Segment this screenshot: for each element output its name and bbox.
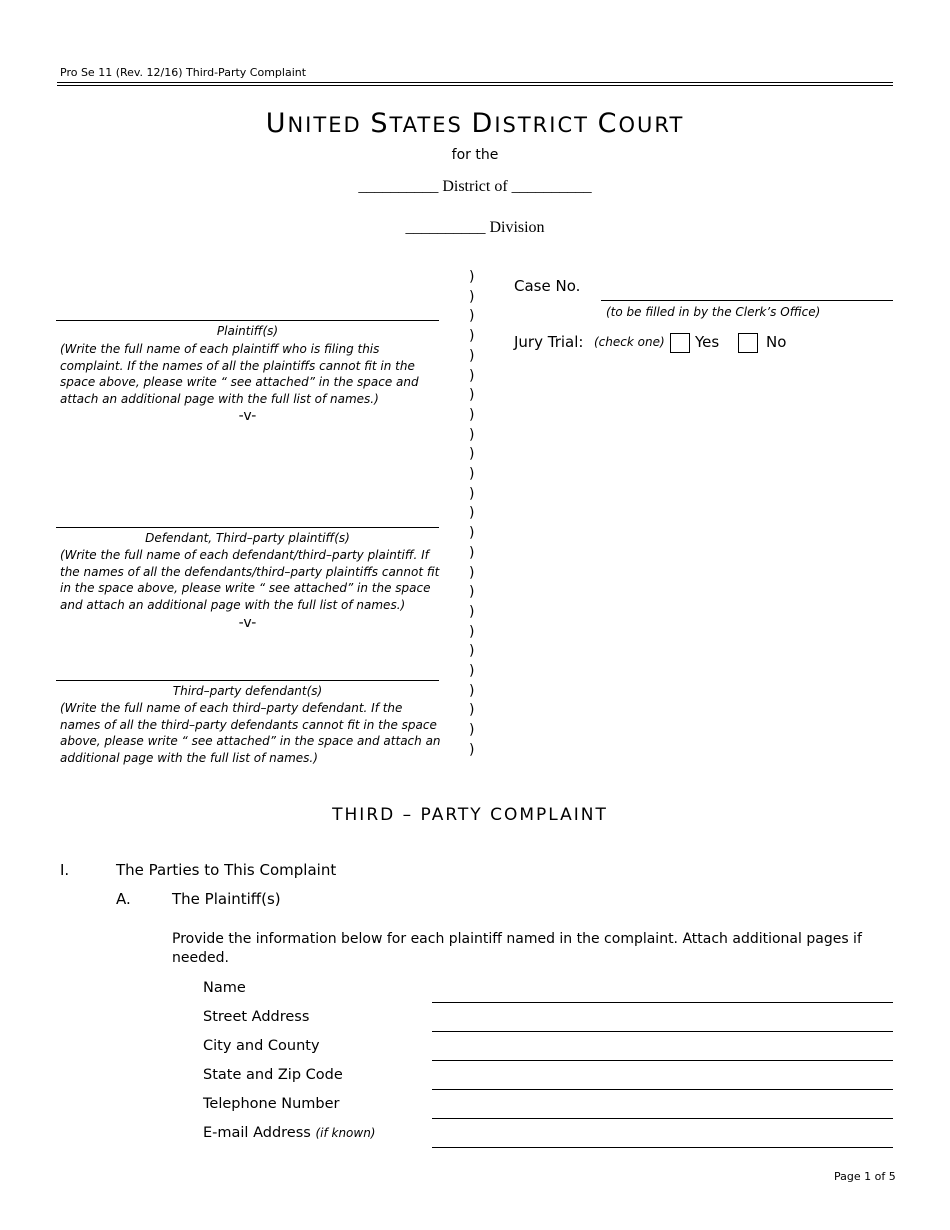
subsection-number: A. bbox=[116, 890, 131, 908]
court-title-letter: U bbox=[265, 108, 288, 139]
telephone-field[interactable] bbox=[432, 1118, 893, 1119]
header-rule-double bbox=[57, 85, 893, 86]
street-address-label: Street Address bbox=[203, 1009, 310, 1025]
plaintiff-label: Plaintiff(s) bbox=[216, 324, 279, 338]
third-party-instructions: (Write the full name of each third–party defendant. If the names of all the third–party defendants cannot fit in the space above, please write “ see attached” in the space and attach an additional page with the full list of names.) bbox=[60, 701, 441, 765]
name-field[interactable] bbox=[432, 1002, 893, 1003]
name-label: Name bbox=[203, 980, 246, 996]
court-title-smallcaps: OURT bbox=[618, 113, 685, 137]
defendant-label: Defendant, Third–party plaintiff(s) bbox=[145, 531, 350, 545]
jury-no-label: No bbox=[766, 333, 787, 351]
header-rule bbox=[57, 82, 893, 83]
versus-mark: -v- bbox=[238, 408, 257, 424]
form-identifier: Pro Se 11 (Rev. 12/16) Third-Party Complaint bbox=[60, 66, 307, 79]
state-zip-label: State and Zip Code bbox=[203, 1067, 343, 1083]
defendant-instructions: (Write the full name of each defendant/third–party plaintiff. If the names of all the defendants/third–party plaintiffs cannot fit in the space above, please write “ see attached” in the space and attach an additional page with the full list of names.) bbox=[60, 548, 440, 612]
case-no-label: Case No. bbox=[514, 277, 581, 295]
state-zip-field[interactable] bbox=[432, 1089, 893, 1090]
city-county-label: City and County bbox=[203, 1038, 320, 1054]
jury-yes-label: Yes bbox=[695, 333, 720, 351]
plaintiff-name-line[interactable] bbox=[56, 320, 439, 321]
clerk-note: (to be filled in by the Clerk’s Office) bbox=[606, 305, 821, 319]
section-number: I. bbox=[60, 861, 70, 879]
court-title-letter: D bbox=[471, 108, 495, 139]
telephone-label: Telephone Number bbox=[203, 1096, 340, 1112]
court-title-smallcaps: TATES bbox=[389, 113, 472, 137]
court-title-smallcaps: ISTRICT bbox=[494, 113, 598, 137]
third-party-label: Third–party defendant(s) bbox=[172, 684, 323, 698]
jury-trial-label: Jury Trial: bbox=[514, 333, 584, 351]
for-the-text: for the bbox=[451, 147, 499, 163]
subsection-title: The Plaintiff(s) bbox=[172, 890, 281, 908]
document-title: THIRD – PARTY COMPLAINT bbox=[332, 805, 608, 825]
versus-mark: -v- bbox=[238, 615, 257, 631]
if-known-note: (if known) bbox=[315, 1126, 376, 1140]
plaintiff-instructions: (Write the full name of each plaintiff who is filing this complaint. If the names of all the plaintiffs cannot fit in the space above, please write “ see attached” in the space and attach an additional page with the full list of names.) bbox=[60, 342, 419, 406]
court-title-letter: C bbox=[597, 108, 619, 139]
caption-parentheses: ) ) ) ) ) ) ) ) ) ) ) ) ) ) ) ) ) ) ) ) ) ) ) ) ) bbox=[469, 269, 475, 758]
jury-yes-checkbox[interactable] bbox=[670, 333, 690, 353]
check-one-note: (check one) bbox=[594, 335, 665, 349]
section-title: The Parties to This Complaint bbox=[116, 861, 337, 879]
case-no-field[interactable] bbox=[601, 300, 893, 301]
district-field[interactable]: __________ District of __________ bbox=[358, 178, 592, 195]
jury-no-checkbox[interactable] bbox=[738, 333, 758, 353]
division-field[interactable]: __________ Division bbox=[405, 219, 545, 236]
email-label bbox=[203, 1125, 376, 1141]
city-county-field[interactable] bbox=[432, 1060, 893, 1061]
defendant-name-line[interactable] bbox=[56, 527, 439, 528]
court-title-smallcaps: NITED bbox=[287, 113, 371, 137]
street-address-field[interactable] bbox=[432, 1031, 893, 1032]
court-title-letter: S bbox=[370, 108, 390, 139]
provide-instructions: Provide the information below for each plaintiff named in the complaint. Attach additional pages if needed. bbox=[172, 931, 862, 966]
court-title bbox=[0, 108, 950, 139]
page-number: Page 1 of 5 bbox=[834, 1170, 896, 1183]
third-party-name-line[interactable] bbox=[56, 680, 439, 681]
email-label-text: E-mail Address bbox=[203, 1125, 311, 1141]
email-field[interactable] bbox=[432, 1147, 893, 1148]
